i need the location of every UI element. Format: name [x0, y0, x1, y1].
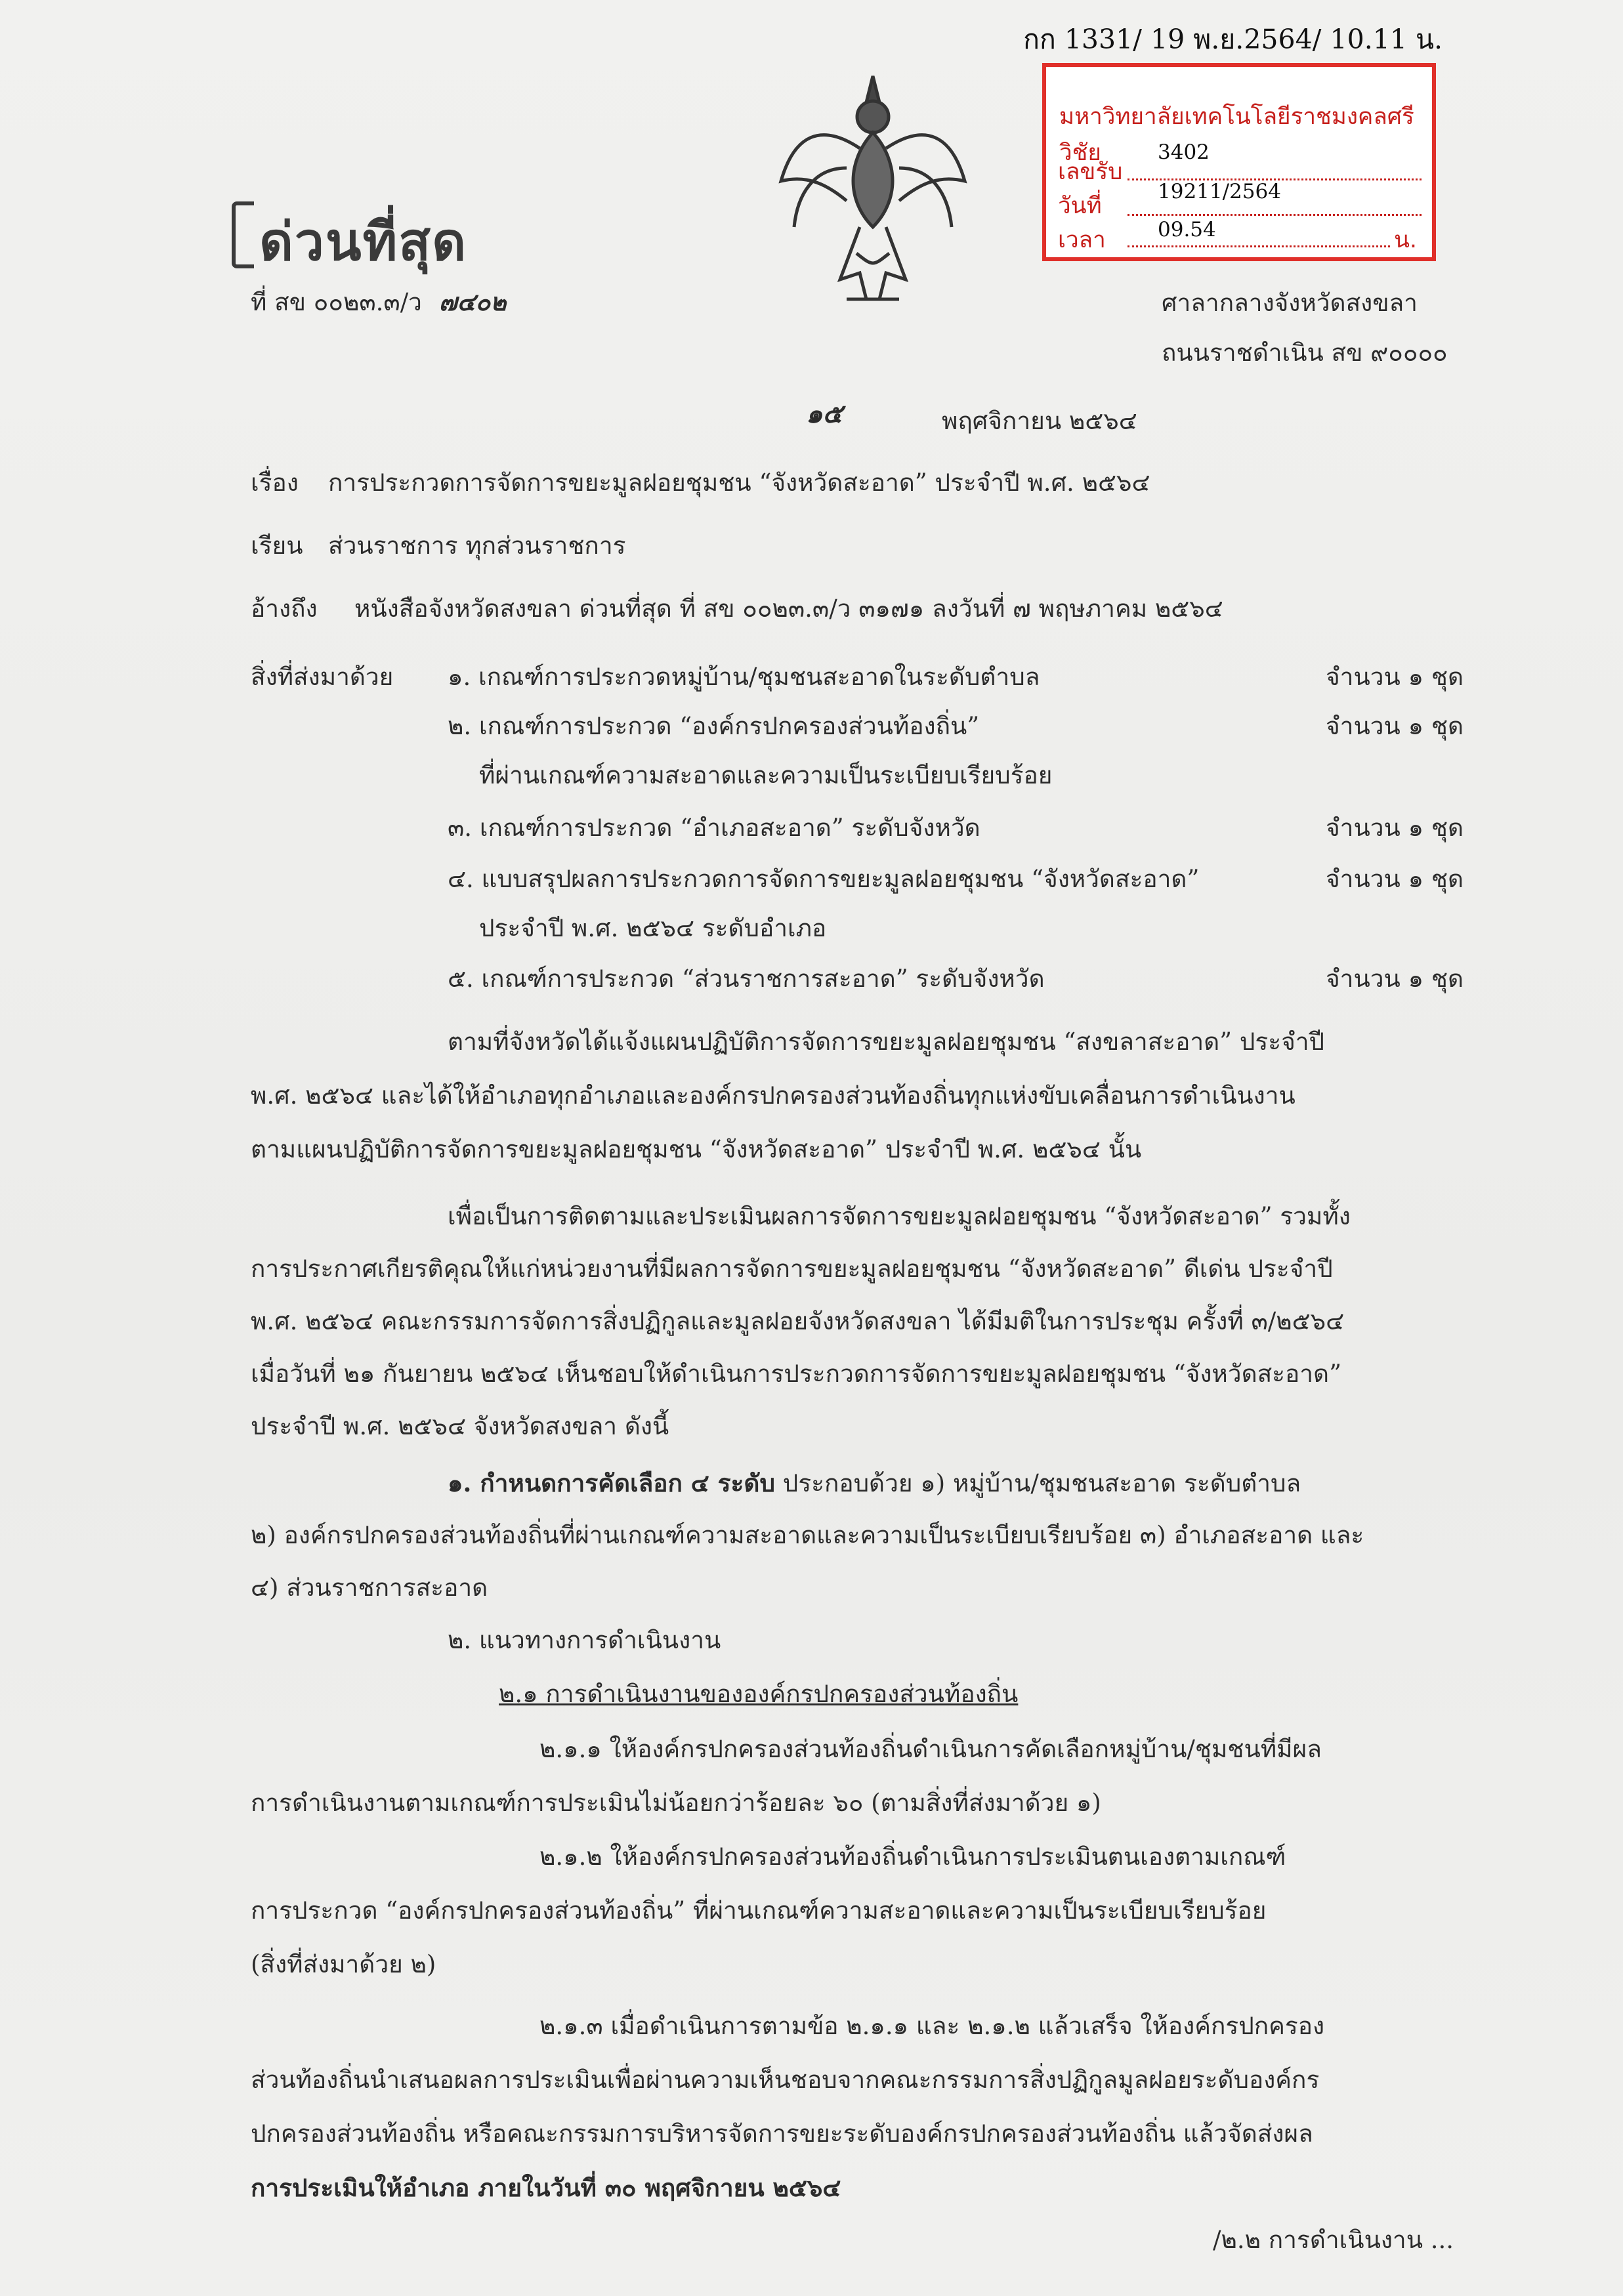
paragraph-line: การประกาศเกียรติคุณให้แก่หน่วยงานที่มีผลการจัดการขยะมูลฝอยชุมชน “จังหวัดสะอาด” ดีเด่น ประจำปี	[251, 1255, 1333, 1283]
enclosure-count: จำนวน ๑ ชุด	[1326, 663, 1464, 691]
doc-number-label: ที่ สข ๐๐๒๓.๓/ว	[251, 288, 422, 316]
enclosure-item-continuation: ที่ผ่านเกณฑ์ความสะอาดและความเป็นระเบียบเรียบร้อย	[479, 761, 1053, 789]
stamp-org: มหาวิทยาลัยเทคโนโลยีราชมงคลศรีวิชัย	[1059, 104, 1414, 166]
item-2-heading: ๒. แนวทางการดำเนินงาน	[448, 1626, 721, 1654]
to-label: เรียน	[251, 532, 303, 560]
garuda-emblem-icon	[768, 63, 978, 319]
item-2-1-2-line: การประกวด “องค์กรปกครองส่วนท้องถิ่น” ที่ผ่านเกณฑ์ความสะอาดและความเป็นระเบียบเรียบร้อย	[251, 1896, 1267, 1925]
enclosure-count: จำนวน ๑ ชุด	[1326, 965, 1464, 993]
stamp-receive-label: เลขรับ	[1058, 159, 1123, 185]
stamp-receive-value: 3402	[1158, 140, 1210, 164]
office-name: ศาลากลางจังหวัดสงขลา	[1162, 289, 1418, 317]
item-2-1-heading: ๒.๑ การดำเนินงานขององค์กรปกครองส่วนท้องถิ่น	[499, 1680, 1019, 1708]
stamp-date-value: 19211/2564	[1158, 180, 1281, 203]
paragraph-line: ตามแผนปฏิบัติการจัดการขยะมูลฝอยชุมชน “จังหวัดสะอาด” ประจำปี พ.ศ. ๒๕๖๔ นั้น	[251, 1135, 1142, 1163]
item-2-1-1-line: ๒.๑.๑ ให้องค์กรปกครองส่วนท้องถิ่นดำเนินการคัดเลือกหมู่บ้าน/ชุมชนที่มีผล	[539, 1735, 1322, 1763]
reference-text: หนังสือจังหวัดสงขลา ด่วนที่สุด ที่ สข ๐๐๒๓.๓/ว ๓๑๗๑ ลงวันที่ ๗ พฤษภาคม ๒๕๖๔	[354, 595, 1223, 623]
paragraph-line: ประจำปี พ.ศ. ๒๕๖๔ จังหวัดสงขลา ดังนี้	[251, 1412, 669, 1440]
enclosure-count: จำนวน ๑ ชุด	[1326, 712, 1464, 740]
to-text: ส่วนราชการ ทุกส่วนราชการ	[328, 532, 626, 560]
receipt-stamp	[1042, 63, 1436, 261]
enclosure-count: จำนวน ๑ ชุด	[1326, 814, 1464, 842]
stamp-time-unit: น.	[1394, 227, 1418, 253]
stamp-date-label: วันที่	[1058, 193, 1102, 219]
item-1	[448, 1469, 1301, 1498]
date-month-year: พฤศจิกายน ๒๕๖๔	[942, 407, 1137, 435]
stamp-time-value: 09.54	[1158, 218, 1216, 241]
enclosure-item-continuation: ประจำปี พ.ศ. ๒๕๖๔ ระดับอำเภอ	[479, 914, 827, 942]
item-1-line: ๒) องค์กรปกครองส่วนท้องถิ่นที่ผ่านเกณฑ์ความสะอาดและความเป็นระเบียบเรียบร้อย ๓) อำเภอสะอาด และ	[251, 1521, 1364, 1549]
paragraph-line: เมื่อวันที่ ๒๑ กันยายน ๒๕๖๔ เห็นชอบให้ดำเนินการประกวดการจัดการขยะมูลฝอยชุมชน “จังหวัดสะอาด”	[251, 1360, 1342, 1388]
item-2-1-3-line: การประเมินให้อำเภอ ภายในวันที่ ๓๐ พฤศจิกายน ๒๕๖๔	[251, 2173, 841, 2202]
item-1-rest: ประกอบด้วย ๑) หมู่บ้าน/ชุมชนสะอาด ระดับตำบล	[782, 1469, 1301, 1497]
stamp-time-label: เวลา	[1058, 227, 1106, 253]
subject-text: การประกวดการจัดการขยะมูลฝอยชุมชน “จังหวัดสะอาด” ประจำปี พ.ศ. ๒๕๖๔	[328, 469, 1150, 497]
urgent-stamp-frame	[232, 201, 254, 268]
office-address: ถนนราชดำเนิน สข ๙๐๐๐๐	[1162, 339, 1448, 367]
enclosure-item: ๕. เกณฑ์การประกวด “ส่วนราชการสะอาด” ระดับจังหวัด	[448, 965, 1045, 993]
enclosure-item: ๑. เกณฑ์การประกวดหมู่บ้าน/ชุมชนสะอาดในระดับตำบล	[448, 663, 1040, 691]
paragraph-line: เพื่อเป็นการติดตามและประเมินผลการจัดการขยะมูลฝอยชุมชน “จังหวัดสะอาด” รวมทั้ง	[448, 1202, 1351, 1230]
paragraph-line: พ.ศ. ๒๕๖๔ คณะกรรมการจัดการสิ่งปฏิกูลและมูลฝอยจังหวัดสงขลา ได้มีมติในการประชุม ครั้งที่ ๓/๒๕๖๔	[251, 1307, 1345, 1335]
enclosure-item: ๓. เกณฑ์การประกวด “อำเภอสะอาด” ระดับจังหวัด	[448, 814, 980, 842]
item-2-1-2-line: ๒.๑.๒ ให้องค์กรปกครองส่วนท้องถิ่นดำเนินการประเมินตนเองตามเกณฑ์	[539, 1843, 1286, 1871]
item-2-1-1-line: การดำเนินงานตามเกณฑ์การประเมินไม่น้อยกว่าร้อยละ ๖๐ (ตามสิ่งที่ส่งมาด้วย ๑)	[251, 1789, 1101, 1817]
item-1-line: ๔) ส่วนราชการสะอาด	[251, 1574, 488, 1602]
enclosure-item: ๒. เกณฑ์การประกวด “องค์กรปกครองส่วนท้องถิ่น”	[448, 712, 980, 740]
continued-note: /๒.๒ การดำเนินงาน ...	[1213, 2226, 1454, 2254]
item-2-1-3-line: ปกครองส่วนท้องถิ่น หรือคณะกรรมการบริหารจัดการขยะระดับองค์กรปกครองส่วนท้องถิ่น แล้วจัดส่งผล	[251, 2119, 1313, 2148]
enclosure-count: จำนวน ๑ ชุด	[1326, 865, 1464, 893]
item-1-heading: ๑. กำหนดการคัดเลือก ๔ ระดับ	[448, 1469, 775, 1497]
receipt-note: กก 1331/ 19 พ.ย.2564/ 10.11 น.	[1023, 24, 1443, 55]
urgent-stamp	[232, 194, 540, 272]
date-day: ๑๕	[806, 398, 843, 429]
doc-number-handwritten: ๗๔๐๒	[438, 287, 507, 316]
urgent-stamp-text: ด่วนที่สุด	[259, 211, 468, 272]
paragraph-line: พ.ศ. ๒๕๖๔ และได้ให้อำเภอทุกอำเภอและองค์กรปกครองส่วนท้องถิ่นทุกแห่งขับเคลื่อนการดำเนินงาน	[251, 1081, 1296, 1110]
doc-number	[251, 287, 507, 317]
item-2-1-2-line: (สิ่งที่ส่งมาด้วย ๒)	[251, 1950, 436, 1978]
enclosures-label: สิ่งที่ส่งมาด้วย	[251, 663, 394, 691]
stamp-date-line	[1128, 214, 1422, 216]
enclosure-item: ๔. แบบสรุปผลการประกวดการจัดการขยะมูลฝอยชุมชน “จังหวัดสะอาด”	[448, 865, 1200, 893]
paragraph-line: ตามที่จังหวัดได้แจ้งแผนปฏิบัติการจัดการขยะมูลฝอยชุมชน “สงขลาสะอาด” ประจำปี	[448, 1028, 1325, 1056]
item-2-1-3-line: ส่วนท้องถิ่นนำเสนอผลการประเมินเพื่อผ่านความเห็นชอบจากคณะกรรมการสิ่งปฏิกูลมูลฝอยระดับองค์กร	[251, 2066, 1320, 2094]
reference-label: อ้างถึง	[251, 595, 318, 623]
item-2-1-3-line: ๒.๑.๓ เมื่อดำเนินการตามข้อ ๒.๑.๑ และ ๒.๑.๒ แล้วเสร็จ ให้องค์กรปกครอง	[539, 2012, 1325, 2040]
stamp-time-line	[1128, 245, 1390, 247]
subject-label: เรื่อง	[251, 469, 299, 497]
